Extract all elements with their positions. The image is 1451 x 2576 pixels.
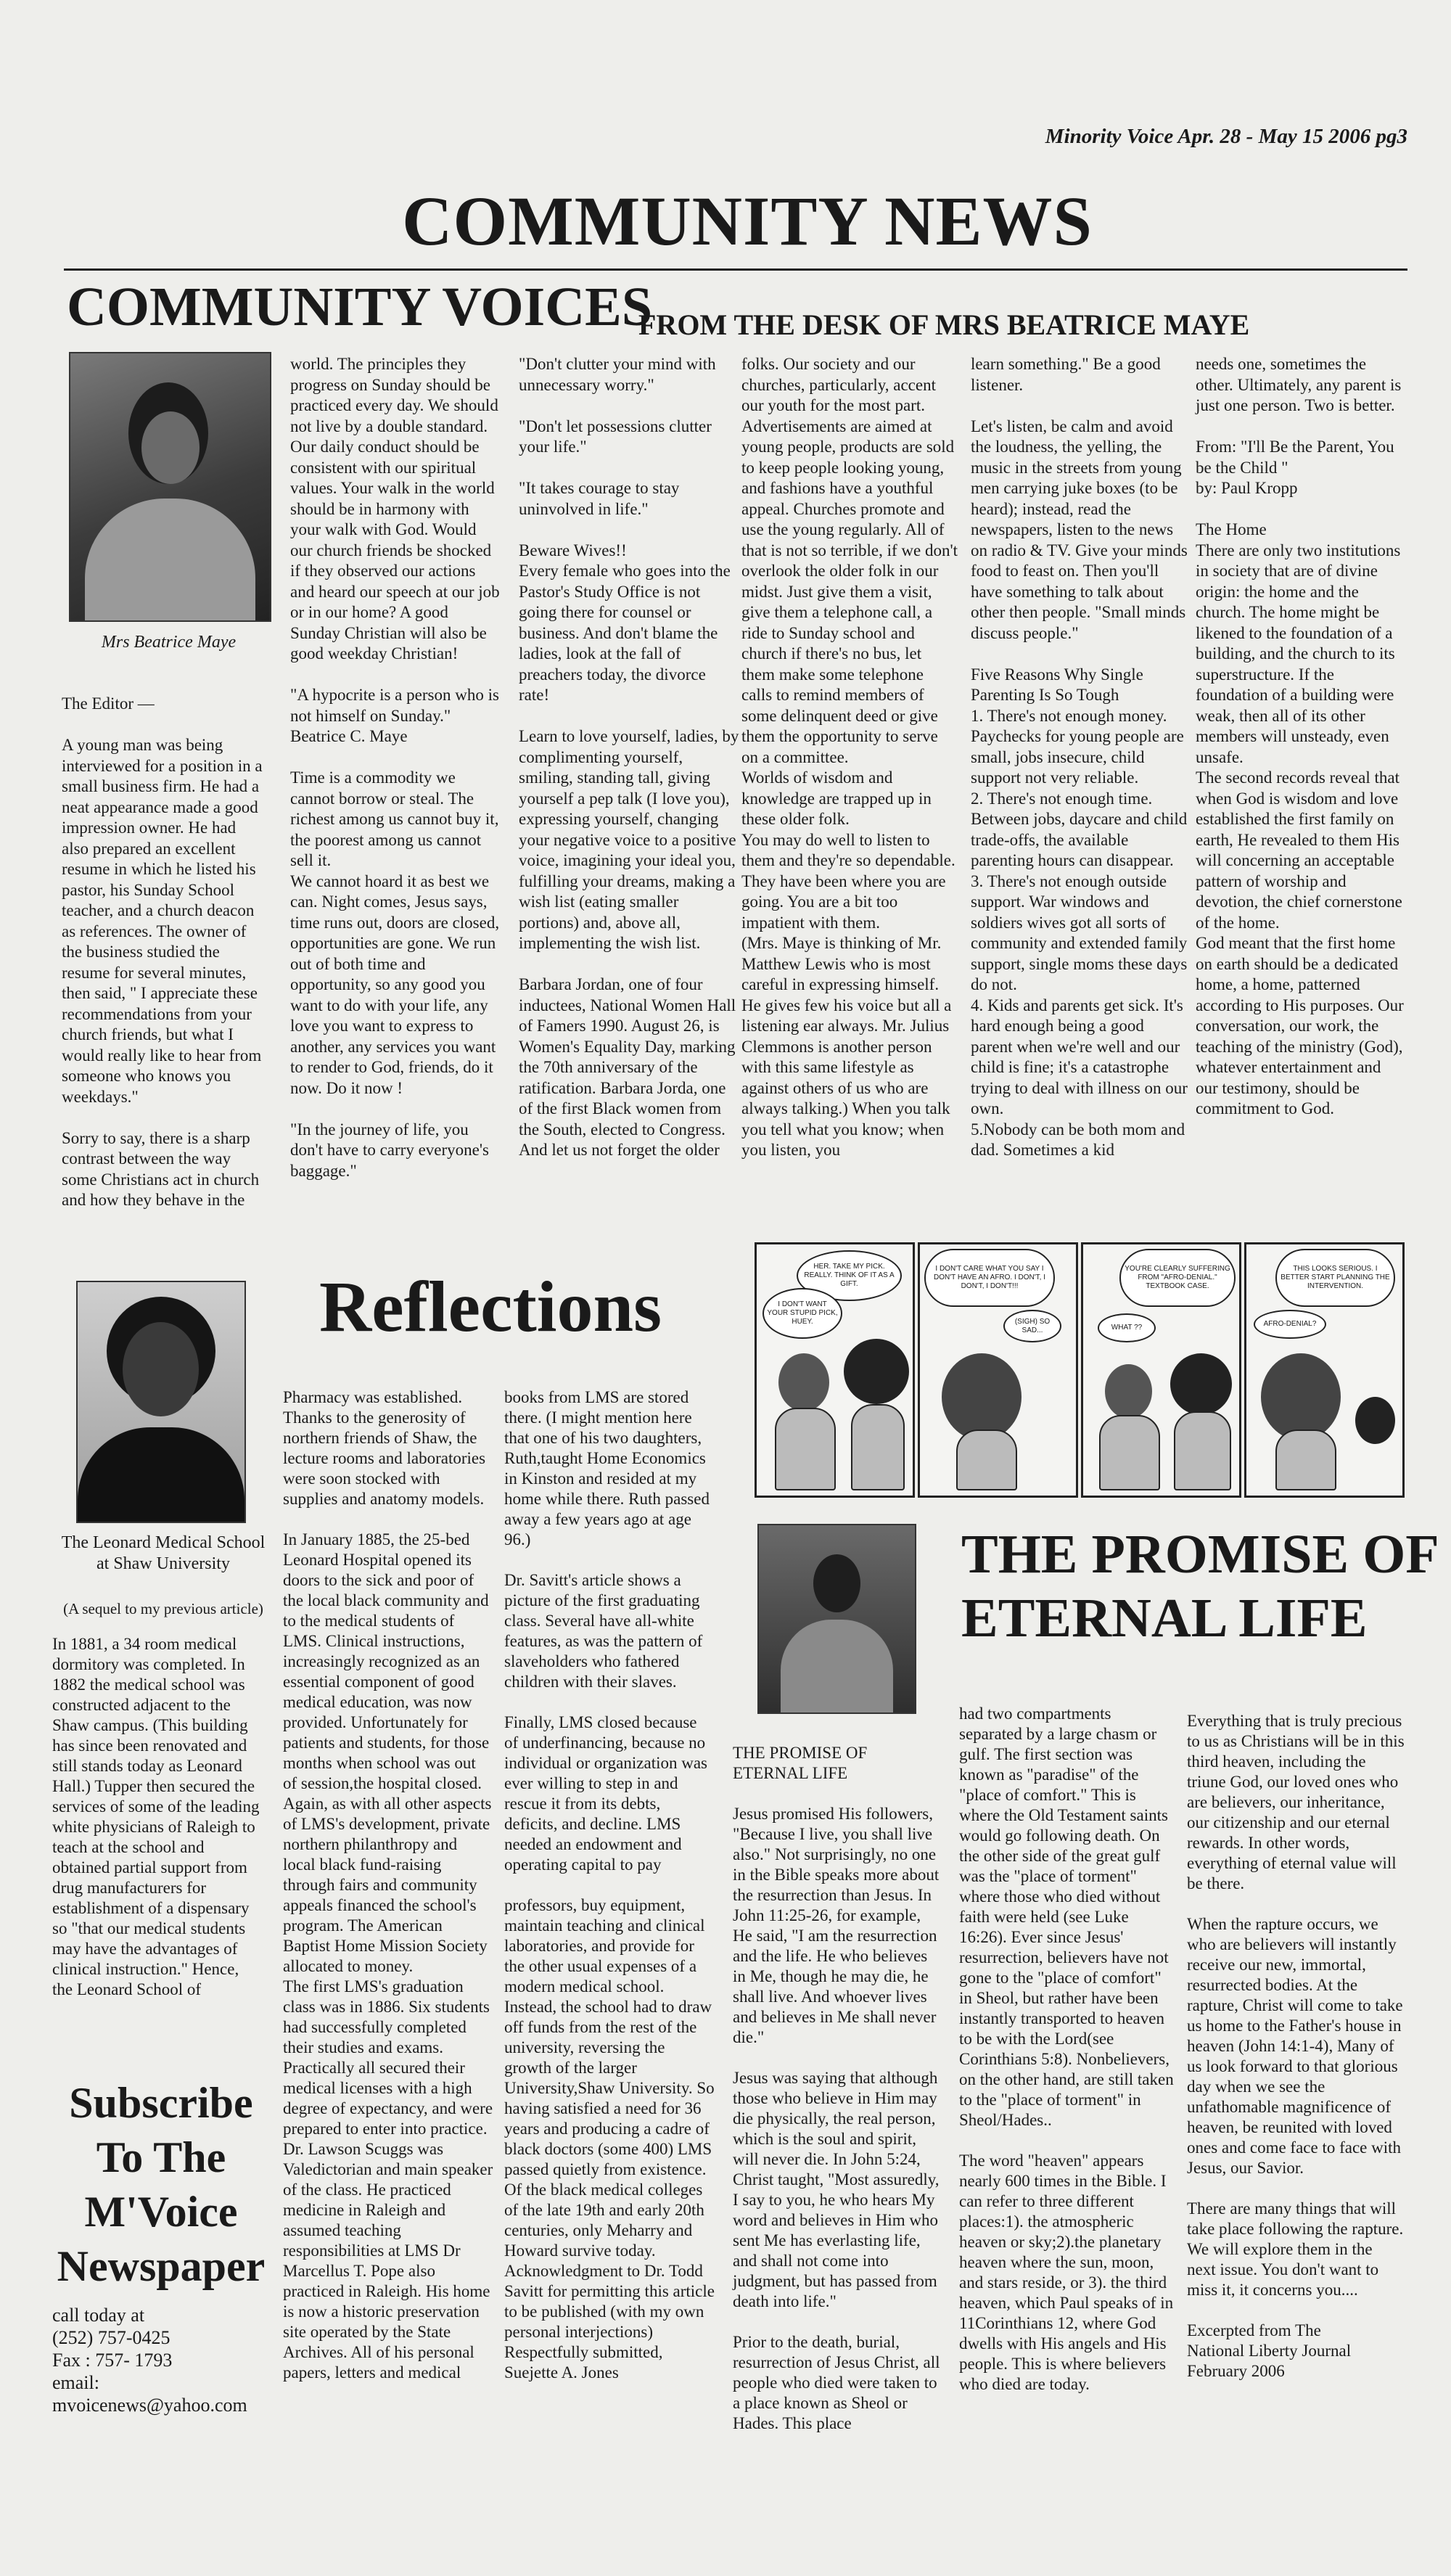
subscribe-email[interactable]: mvoicenews@yahoo.com [52,2395,247,2416]
character-body-icon [775,1408,836,1490]
comic-bubble: (SIGH) SO SAD... [1003,1310,1061,1342]
subscribe-phone: (252) 757-0425 [52,2327,170,2348]
voices-column-4: folks. Our society and our churches, particularly, accent our youth for the most part. Advertisements are aimed at young people, products are sold to keep people looking young, and fashions have a youthful appeal. Churches promote and use the young regularly. All of that is not so terrible, if we don't overlook the older folk in our midst. Just give them a visit, give them a telephone call, a ride to Sunday school and church if there's no bus, let them make some telephone calls to remind members of some delinquent deed or give them the opportunity to serve on a committee. Worlds of wisdom and knowledge are trapped up in these older folk. You may do well to listen to them and they're so dependable. They have been where you are going. You are a bit too impatient with them. (Mrs. Maye is thinking of Mr. Matthew Lewis who is most careful in expressing himself. He gives few his voice but all a listening ear always. Mr. Julius Clemmons is another person with this same lifestyle as against others of us who are always talking.) When you talk you tell what you know; when you listen, you [741,355,958,1159]
promise-column-2: had two compartments separated by a large chasm or gulf. The first section was known as "paradise" of the "place of comfort." This is where the Old Testament saints would go following death. On the other side of the great gulf was the "place of torment" where those who died without faith were held (see Luke 16:26). Ever since Jesus' resurrection, believers have not gone to the "place of comfort" in Sheol, but rather have been instantly transported to heaven to be with the Lord(see Corinthians 5:8). Nonbelievers, on the other hand, are still taken to the "place of torment" in Sheol/Hades.. The word "heaven" appears nearly 600 times in the Bible. I can refer to three different places:1). the atmospheric heaven or sky;2).the planetary heaven where the sun, moon, and stars reside, or 3). the third heaven, which Paul speaks of in 11Corinthians 12, where God dwells with His angels and His people. This is where believers who died are today. [959,1705,1174,2393]
promise-column-1: THE PROMISE OF ETERNAL LIFE Jesus promised His followers, "Because I live, you shall live also." Not surprisingly, no one in the Bible speaks more about the resurrection than Jesus. In John 11:25-26, for example, He said, "I am the resurrection and the life. He who believes in Me, though he may die, he shall live. And whoever lives and believes in Me shall never die." Jesus was saying that although those who believe in Him may die physically, the real person, which is the soul and spirit, will never die. In John 5:24, Christ taught, "Most assuredly, I say to you, he who hears My word and believes in Him who sent Me has everlasting life, and shall not come into judgment, but has passed from death into life." Prior to the death, burial, resurrection of Jesus Christ, all people who died were taken to a place known as Sheol or Hades. This place [733,1744,940,2432]
promise-title-line-1: THE PROMISE OF [961,1524,1439,1585]
comic-panel-1 [755,1242,915,1498]
subscribe-line-3: M'Voice [84,2188,238,2236]
voices-column-3: "Don't clutter your mind with unnecessary worry." "Don't let possessions clutter your life." "It takes courage to stay uninvolved in life." Beware Wives!! Every female who goes into the Pastor's Study Office is not going there for counsel or business. And don't blame the ladies, look at the fall of preachers today, the divorce rate! Learn to love yourself, ladies, by complimenting yourself, smiling, standing tall, giving yourself a pep talk (I love you), expressing yourself, changing your negative voice to a positive voice, imagining your ideal you, fulfilling your dreams, making a wish list (eating smaller portions) and, above all, implementing the wish list. Barbara Jordan, one of four inductees, National Women Hall of Famers 1990. August 26, is Women's Equality Day, marking the 70th anniversary of the ratification. Barbara Jorda, one of the first Black women from the South, elected to Congress. And let us not forget the older [519,355,739,1159]
character-body-icon [851,1404,905,1490]
reflections-title: Reflections [319,1266,662,1347]
comic-bubble: I DON'T WANT YOUR STUPID PICK, HUEY. [763,1288,842,1339]
portrait-head-icon [813,1554,860,1612]
promise-title-line-2: ETERNAL LIFE [961,1588,1368,1649]
subscribe-line-4: Newspaper [57,2242,266,2290]
comic-panel-2 [918,1242,1078,1498]
portrait-shoulders-icon [781,1620,893,1714]
portrait-face-icon [123,1322,199,1416]
reflections-column-3: books from LMS are stored there. (I might mention here that one of his two daughters, Ruth,taught Home Economics in Kinston and resided at my home while there. Ruth passed away a few years ago at age 96.) Dr. Savitt's article shows a picture of the first graduating class. Several have all-white features, as was the pattern of slaveholders who fathered children with their slaves. Finally, LMS closed because of underfinancing, because no individual or organization was ever willing to step in and rescue it from its debts, deficits, and decline. LMS needed an endowment and operating capital to pay professors, buy equipment, maintain teaching and clinical laboratories, and provide for the other usual expenses of a modern medical school. Instead, the school had to draw off funds from the rest of the university, reversing the growth of the larger University,Shaw University. So having satisfied a need for 36 years and producing a cadre of black doctors (some 400) LMS passed quietly from existence. Of the black medical colleges of the late 19th and early 20th centuries, only Meharry and Howard survive today. Acknowledgment to Dr. Todd Savitt for permitting this article to be published (with my own personal interjections) Respectfully submitted, Suejette A. Jones [504,1388,715,2382]
subscribe-fax: Fax : 757- 1793 [52,2350,173,2371]
voices-column-5: learn something." Be a good listener. Let's listen, be calm and avoid the loudness, the yelling, the music in the streets from young men carrying juke boxes (to be heard); instead, read the newspapers, listen to the news on radio & TV. Give your minds food to feast on. Then you'll have something to talk about other then people. "Small minds discuss people." Five Reasons Why Single Parenting Is So Tough 1. There's not enough money. Paychecks for young people are small, jobs insecure, child support not very reliable. 2. There's not enough time. Between jobs, daycare and child trade-offs, the available parenting hours can disappear. 3. There's not enough outside support. War windows and soldiers wives got all sorts of community and extended family support, single moms these days do not. 4. Kids and parents get sick. It's hard enough being a good parent when we're well and our child is fine; it's a catastrophe trying to deal with illness on our own. 5.Nobody can be both mom and dad. Sometimes a kid [971,355,1188,1159]
character-afro-icon [942,1353,1022,1440]
comic-bubble: HER. TAKE MY PICK. REALLY. THINK OF IT AS A GIFT. [797,1250,902,1301]
page-line: Minority Voice Apr. 28 - May 15 2006 pg3 [1045,125,1407,148]
comic-strip [755,1242,1404,1498]
suejette-jones-photo [76,1281,246,1523]
character-head-icon [1105,1364,1152,1419]
comic-bubble: YOU'RE CLEARLY SUFFERING FROM "AFRO-DENIAL." TEXTBOOK CASE. [1119,1249,1236,1307]
section-title: COMMUNITY NEWS [402,182,1093,260]
comic-bubble: AFRO-DENIAL? [1254,1310,1326,1339]
character-head-icon [1355,1397,1395,1444]
comic-panel-3 [1081,1242,1241,1498]
masthead-rule [64,268,1407,271]
voices-column-6: needs one, sometimes the other. Ultimately, any parent is just one person. Two is better. From: "I'll Be the Parent, You be the Child " by: Paul Kropp The Home There are only two institutions in society that are of divine origin: the home and the church. The home might be likened to the foundation of a building, and the church to its superstructure. If the foundation of a building were weak, then all of its other members will unsteady, even unsafe. The second records reveal that when God is wisdom and love established the first family on earth, He revealed to them His will concerning an acceptable pattern of worship and devotion, the chief cornerstone of the home. God meant that the first home on earth should be a dedicated home, a home, patterned according to His purposes. Our conversation, our work, the teaching of the ministry (God), whatever entertainment and our testimony, should be commitment to God. [1196,355,1404,1117]
beatrice-maye-photo [69,352,271,622]
promise-column-3: Everything that is truly precious to us as Christians will be in this third heaven, including the triune God, our loved ones who are believers, our inheritance, our citizenship and our eternal rewards. In other words, everything of eternal value will be there. When the rapture occurs, we who are believers will instantly receive our new, immortal, resurrected bodies. At the rapture, Christ will come to take us home to the Father's house in heaven (John 14:1-4), Many of us look forward to that glorious day when we see the unfathomable magnificence of heaven, be reunited with loved ones and come face to face with Jesus, our Savior. There are many things that will take place following the rapture. We will explore them in the next issue. You don't want to miss it, it concerns you.... Excerpted from The National Liberty Journal February 2006 [1187,1712,1405,2380]
comic-bubble: THIS LOOKS SERIOUS. I BETTER START PLANNING THE INTERVENTION. [1275,1249,1395,1307]
character-body-icon [1174,1411,1231,1490]
portrait-face-icon [141,411,200,484]
portrait-shoulders-icon [78,1427,244,1523]
voices-column-2: world. The principles they progress on Sunday should be practiced every day. We should not live by a double standard. Our daily conduct should be consistent with our spiritual values. Your walk in the world should be in harmony with your walk with God. Would our church friends be shocked if they observed our actions and heard our speech at our job or in our home? A good Sunday Christian will also be good weekday Christian! "A hypocrite is a person who is not himself on Sunday." Beatrice C. Maye Time is a commodity we cannot borrow or steal. The richest among us cannot buy it, the poorest among us cannot sell it. We cannot hoard it as best we can. Night comes, Jesus says, time runs out, doors are closed, opportunities are gone. We run out of both time and opportunity, so any good you want to do with your life, any love you want to express to another, any services you want to render to God, friends, do it now. Do it now ! "In the journey of life, you don't have to carry everyone's baggage." [290,355,500,1180]
character-body-icon [1099,1415,1160,1490]
voices-subtitle: FROM THE DESK OF MRS BEATRICE MAYE [638,308,1250,341]
character-body-icon [1275,1429,1336,1490]
reflections-sequel-note: (A sequel to my previous article) [63,1600,263,1617]
reflections-column-2: Pharmacy was established. Thanks to the generosity of northern friends of Shaw, the lecture rooms and laboratories were soon stocked with supplies and anatomy models. In January 1885, the 25-bed Leonard Hospital opened its doors to the sick and poor of the local black community and to the medical students of LMS. Clinical instructions, increasingly recognized as an essential component of good medical education, was now provided. Unfortunately for patients and students, for those months when school was out of session,the hospital closed. Again, as with all other aspects of LMS's development, private northern philanthropy and local black fund-raising through fairs and community appeals financed the school's program. The American Baptist Home Mission Society allocated to money. The first LMS's graduation class was in 1886. Six students had successfully completed their studies and exams. Practically all secured their medical licenses with a high degree of expectancy, and were prepared to enter into practice. Dr. Lawson Scuggs was Valedictorian and main speaker of the class. He practiced medicine in Raleigh and assumed teaching responsibilities at LMS Dr Marcellus T. Pope also practiced in Raleigh. His home is now a historic preservation site operated by the State Archives. All of his personal papers, letters and medical [283,1388,493,2382]
voices-title: COMMUNITY VOICES [67,276,653,337]
character-afro-icon [844,1339,909,1404]
voices-column-1: The Editor — A young man was being interviewed for a position in a small business firm. He had a neat appearance made a good impression owner. He had also prepared an excellent resume in which he listed his pastor, his Sunday School teacher, and a church deacon as references. The owner of the business studied the resume for several minutes, then said, " I appreciate these recommendations from your church friends, but what I would really like to hear from someone who knows you weekdays." Sorry to say, there is a sharp contrast between the way some Christians act in church and how they behave in the [62,694,263,1209]
subscribe-call: call today at [52,2305,145,2326]
comic-bubble: WHAT ?? [1098,1313,1156,1342]
portrait-shoulders-icon [85,499,255,622]
comic-panel-4 [1244,1242,1405,1498]
reflections-column-1: In 1881, a 34 room medical dormitory was completed. In 1882 the medical school was constructed adjacent to the Shaw campus. (This building has since been renovated and still stands today as Leonard Hall.) Tupper then secured the services of some of the leading white physicians of Raleigh to teach at the school and obtained partial support from drug manufacturers for establishment of a dispensary so "that our medical students may have the advantages of clinical instruction." Hence, the Leonard School of [52,1635,260,1998]
subscribe-line-2: To The [96,2133,226,2181]
character-afro-icon [1170,1353,1232,1415]
subscribe-email-label: email: [52,2372,99,2393]
subscribe-line-1: Subscribe [69,2079,253,2127]
reflections-photo-caption: The Leonard Medical School at Shaw University [61,1533,266,1573]
voices-photo-caption: Mrs Beatrice Maye [101,633,237,652]
character-head-icon [778,1353,829,1411]
comic-bubble: I DON'T CARE WHAT YOU SAY I DON'T HAVE AN AFRO. I DON'T, I DON'T, I DON'T!!! [924,1249,1055,1307]
promise-photo [757,1524,916,1714]
character-afro-icon [1261,1353,1341,1440]
character-body-icon [956,1429,1017,1490]
